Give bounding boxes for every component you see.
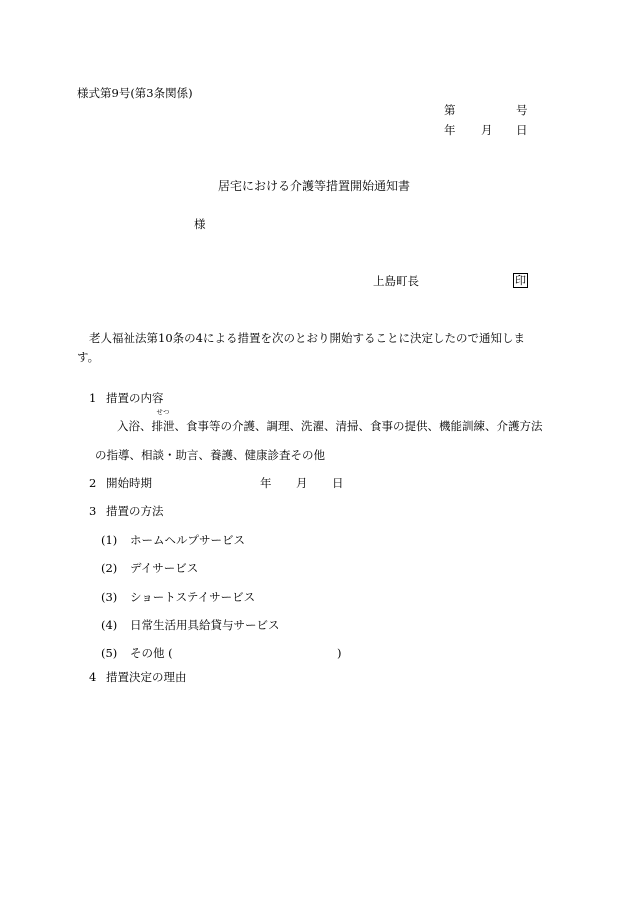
method-item-3-number: (3) (101, 590, 118, 604)
method-item-4-number: (4) (101, 618, 118, 632)
method-item-5-number: (5) (101, 646, 118, 660)
method-item-2-number: (2) (101, 561, 118, 575)
document-title: 居宅における介護等措置開始通知書 (218, 179, 411, 193)
seal-mark: 印 (515, 274, 526, 287)
start-day: 日 (332, 476, 344, 490)
section-3-label: 措置の方法 (106, 504, 164, 518)
ruby-base: 排泄 (151, 419, 175, 433)
ruby-haisetsu (151, 408, 175, 433)
number-suffix: 号 (516, 103, 528, 117)
method-item-3-text: ショートステイサービス (130, 590, 256, 604)
section-2-number: 2 (89, 476, 97, 490)
section-2-label: 開始時期 (106, 476, 152, 490)
method-item-4-text: 日常生活用具給貸与サービス (130, 618, 280, 632)
date-month: 月 (481, 123, 493, 137)
method-item-1-number: (1) (101, 533, 118, 547)
body-text-line2: す。 (77, 350, 100, 364)
section-3-number: 3 (89, 504, 97, 518)
method-item-1-text: ホームヘルプサービス (130, 533, 245, 547)
method-item-5-close: ) (337, 646, 342, 660)
content-part-b: 、食事等の介護、調理、洗濯、清掃、食事の提供、機能訓練、介護方法 (174, 419, 543, 433)
issuer-name: 上島町長 (373, 274, 419, 288)
section-1-content-line1 (117, 408, 543, 433)
section-4-number: 4 (89, 670, 97, 684)
section-1-label: 措置の内容 (106, 391, 164, 405)
start-month: 月 (296, 476, 308, 490)
addressee-suffix: 様 (194, 217, 206, 231)
section-4-label: 措置決定の理由 (106, 670, 187, 684)
form-number: 様式第9号(第3条関係) (77, 86, 193, 100)
method-item-2-text: デイサービス (130, 561, 199, 575)
date-day: 日 (516, 123, 528, 137)
content-part-a: 入浴、 (117, 419, 152, 433)
body-text-line1: 老人福祉法第10条の4による措置を次のとおり開始することに決定したので通知しま (89, 331, 525, 345)
section-1-content-line2: の指導、相談・助言、養護、健康診査その他 (95, 448, 325, 462)
ruby-reading: せつ (156, 408, 170, 416)
issuer-seal (513, 273, 528, 288)
start-year: 年 (260, 476, 272, 490)
method-item-5-text: その他 ( (130, 646, 173, 660)
section-1-number: 1 (89, 391, 97, 405)
date-year: 年 (444, 123, 456, 137)
number-prefix: 第 (444, 103, 456, 117)
